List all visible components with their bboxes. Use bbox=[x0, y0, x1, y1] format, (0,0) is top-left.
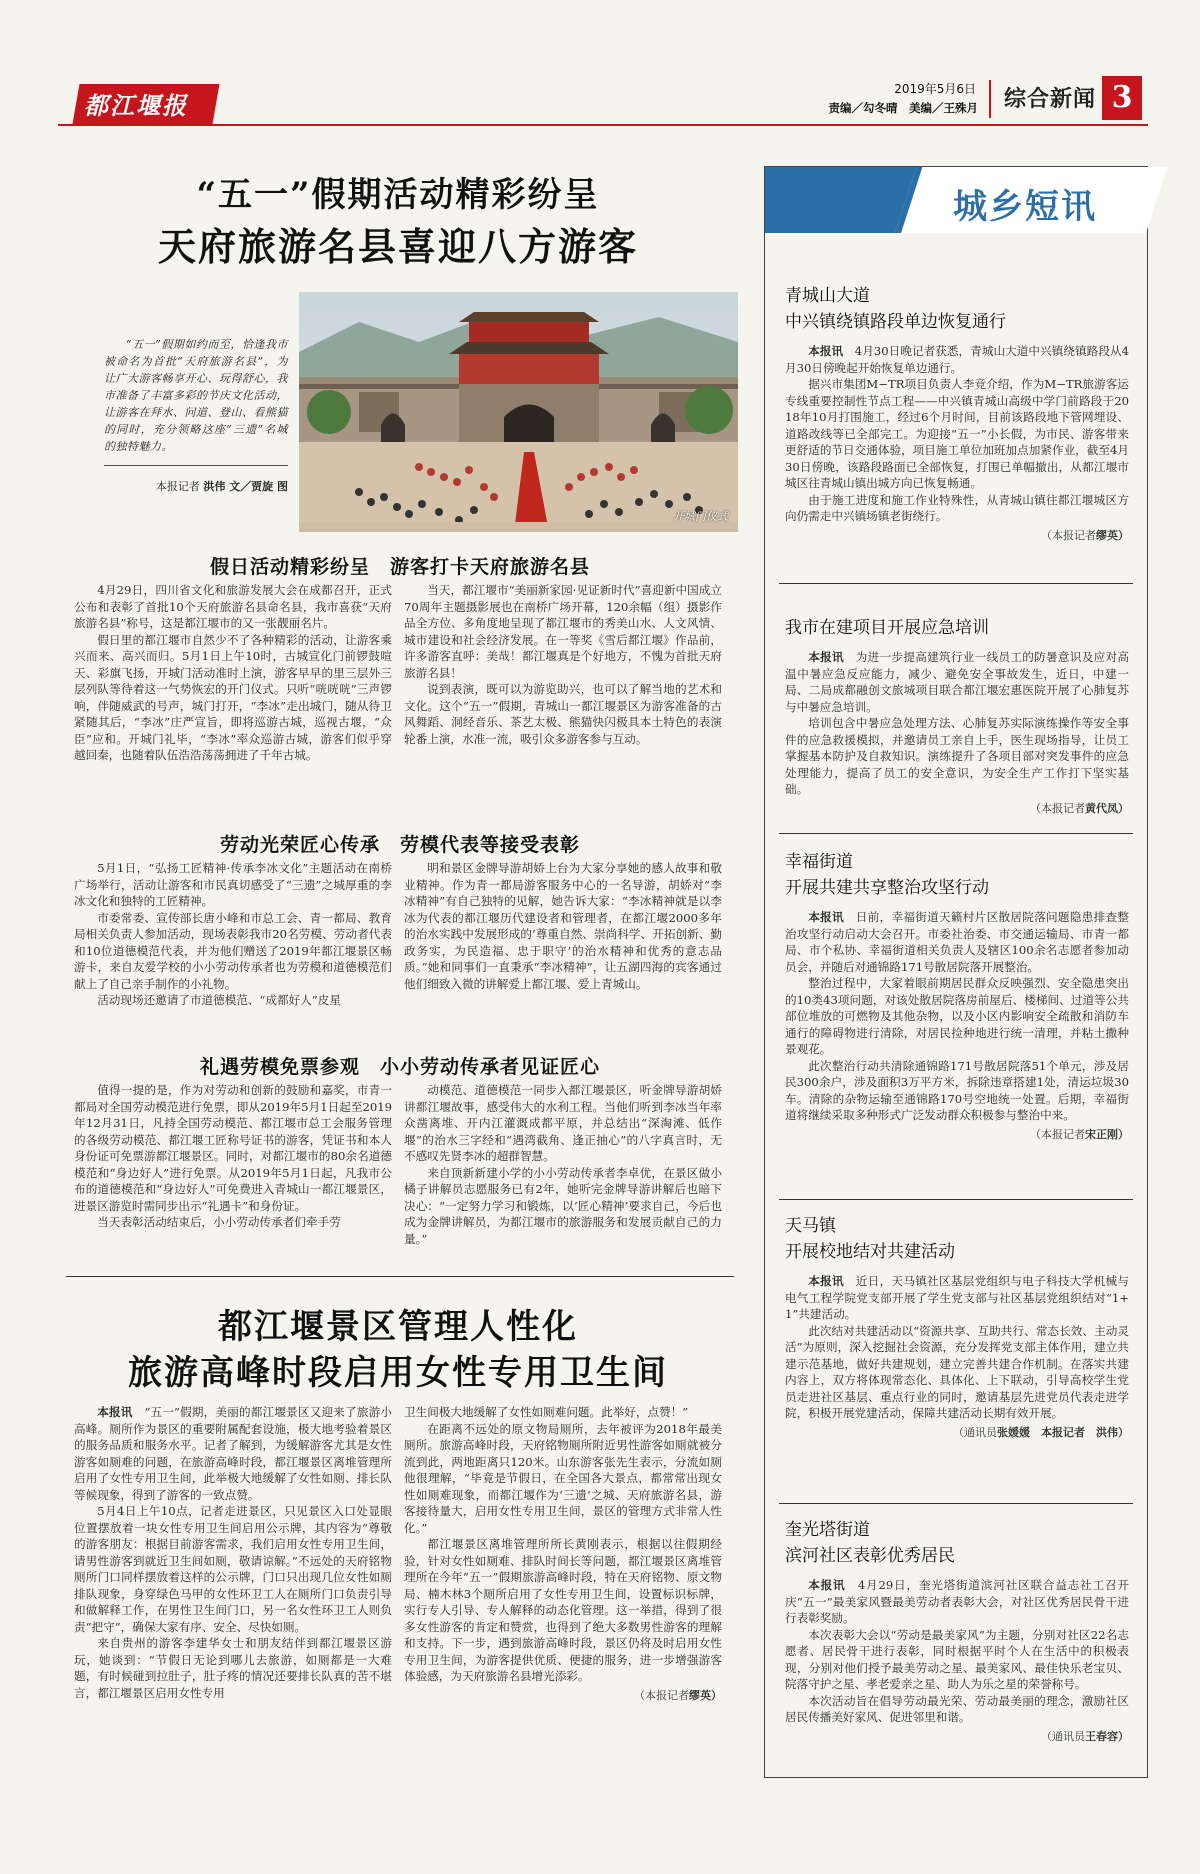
paragraph bbox=[785, 909, 1129, 975]
story-divider bbox=[66, 1276, 734, 1277]
paragraph: 活动现场还邀请了市道德模范、“成都好人”皮星 bbox=[97, 993, 341, 1007]
photo-intro bbox=[104, 336, 288, 494]
paragraph: 都江堰景区离堆管理所所长黄刚表示，根据以往假期经验，针对女性如厕难、排队时间长等问题，都江堰景区离堆管理所在今年“五一”假期旅游高峰时段，特在天府铭物、原文物局、楠木林3个厕所启用了女性专用卫生间，设置标识标牌，实行专人引导、专人解释的动态化管理。这一举措，得到了很多女性游客的肯定和赞赏，也得到了绝大多数男性游客的理解和支持。下一步，遇到旅游高峰时段，景区仍将及时启用女性专用卫生间，为游客提供优质、便捷的服务，进一步增强游客体验感，为天府旅游名县增光添彩。 bbox=[404, 1537, 722, 1683]
brief-title-line2: 开展校地结对共建活动 bbox=[785, 1242, 955, 1262]
paragraph: 5月4日上午10点，记者走进景区，只见景区入口处显眼位置摆放着一块女性专用卫生间启用公示牌，其内容为“尊敬的游客朋友：根据目前游客需求，我们启用女性专用卫生间，请男性游客到就近卫生间如厕，敬请谅解。”不远处的天府铭物厕所门口同样摆放着这样的公示牌，门口只出现几位女性如厕排队现象，身穿绿色马甲的女性环卫工人在厕所门口负责引导和做解释工作，在男性卫生间门口，另一名女性环卫工人则负责“把守”，确保大家有序、安全、尽快如厕。 bbox=[74, 1504, 392, 1634]
section-holiday-left bbox=[74, 582, 392, 764]
paragraph: 值得一提的是，作为对劳动和创新的鼓励和嘉奖，市青一都局对全国劳动模范进行免票，即从2019年5月1日起至2019年12月31日，凡持全国劳动模范、都江堰市总工会服务管理的各级劳动模范、都江堰工匠称号证书的游客，凭证书和本人身份证可免票游都江堰景区。同时，对都江堰市的80余名道德模范和“身边好人”进行免票。从2019年5月1日起，凡我市公布的道德模范和“身边好人”可免费进入青城山一都江堰景区，进景区游览时需同步出示“礼遇卡”和身份证。 bbox=[74, 1083, 392, 1213]
paragraph: 当天表彰活动结束后，小小劳动传承者们牵手劳 bbox=[97, 1215, 341, 1229]
brief-credit bbox=[785, 1424, 1129, 1440]
section-holiday-right bbox=[404, 582, 722, 747]
lead-headline bbox=[58, 170, 738, 274]
credit-label: （本报记者 bbox=[1030, 801, 1085, 815]
masthead bbox=[58, 76, 1148, 126]
second-story-left bbox=[74, 1404, 392, 1701]
paragraph-text: 为进一步提高建筑行业一线员工的防暑意识及应对高温中暑应急反应能力，减少、避免安全事故发生，近日，中建一局、二局成都融创文旅城项目联合都江堰宏惠医院开展了心肺复苏与中暑应急培训。 bbox=[785, 650, 1129, 714]
brief-item bbox=[785, 849, 1129, 1142]
photo-intro-text: “五一”假期如约而至，恰逢我市被命名为首批“天府旅游名县”，为让广大游客畅享开心、玩得舒心，我市准备了丰富多彩的节庆文化活动，让游客在拜水、问道、登山、看熊猫的同时，充分领略这座“三遗”名城的独特魅力。 bbox=[104, 338, 288, 453]
section-heading-free-ticket: 礼遇劳模免票参观 小小劳动传承者见证匠心 bbox=[199, 1056, 600, 1078]
brief-divider bbox=[779, 1503, 1133, 1504]
section-heading-holiday: 假日活动精彩纷呈 游客打卡天府旅游名县 bbox=[209, 556, 590, 578]
paragraph: 此次整治行动共清除通锦路171号散居院落51个单元，涉及居民300余户，涉及面积3万平方米，拆除违章搭建1处，清运垃圾30车。清除的杂物运输至通锦路170号空地统一处置。后期，幸福街道将继续采取多种形式广泛发动群众积极参与整治中来。 bbox=[785, 1058, 1129, 1122]
lead-tag: 本报讯 bbox=[808, 1578, 846, 1592]
lead-tag: 本报讯 bbox=[808, 344, 844, 358]
brief-divider bbox=[779, 583, 1133, 584]
paragraph: 本次活动旨在倡导劳动最光荣、劳动最美丽的理念，激励社区居民传播美好家风、促进邻里和谐。 bbox=[785, 1693, 1129, 1724]
paragraph: 整治过程中，大家着眼前期居民群众反映强烈、安全隐患突出的10类43项问题，对该处散居院落房前屋后、楼梯间、过道等公共部位堆放的可燃物及其他杂物，以及小区内影响安全疏散和消防车通行的障碍物进行清除，对居民捡种地进行统一清理，并粘土撒种景观花。 bbox=[785, 976, 1129, 1056]
paragraph bbox=[785, 1577, 1129, 1627]
brief-credit bbox=[785, 1728, 1129, 1744]
brief-credit bbox=[785, 800, 1129, 816]
section-labor-left bbox=[74, 860, 392, 1009]
paragraph: 来自顶新新建小学的小小劳动传承者李卓优，在景区做小橘子讲解员志愿服务已有2年，她听完金牌导游讲解后也暗下决心：“一定努力学习和锻炼，以‘匠心精神’要求自己，今后也成为金牌讲解员，为都江堰市的旅游服务和发展贡献自己的力量。” bbox=[404, 1165, 722, 1246]
lead-tag: 本报讯 bbox=[808, 650, 844, 664]
paragraph: 4月29日，四川省文化和旅游发展大会在成都召开，正式公布和表彰了首批10个天府旅游名县命名县，我市喜获“天府旅游名县”称号，这是都江堰市的又一张靓丽名片。 bbox=[74, 583, 392, 630]
paragraph: 此次结对共建活动以“资源共享、互助共行、常态长效、主动灵活”为原则，深入挖掘社会资源，充分发挥党支部主体作用，建立共建示范基地，做好共建规划，建立完善共建合作机制。在落实共建内容上，双方将体现常态化、具体化、上下联动，引导高校学生党员走进社区基层、重点行业的同时，邀请基层先进党员代表走进学院，积极开展党建活动，保障共建活动长期有效开展。 bbox=[785, 1323, 1129, 1420]
paragraph: 市委常委、宣传部长唐小峰和市总工会、青一都局、教育局相关负责人参加活动，现场表彰我市20名劳模、劳动者代表和10位道德模范代表，并为他们赠送了2019年都江堰景区畅游卡，来自友爱学校的小小劳动传承者也为劳模和道德模范们献上了自己亲手制作的小礼物。 bbox=[74, 910, 392, 991]
brief-item bbox=[785, 615, 1129, 816]
photo-caption: 开城门仪式 bbox=[673, 510, 728, 523]
section-free-ticket-right bbox=[404, 1082, 722, 1247]
paragraph bbox=[785, 649, 1129, 715]
paragraph: 由于施工进度和施工作业特殊性，从青城山镇往都江堰城区方向仍需走中兴镇场镇老街绕行。 bbox=[785, 492, 1129, 523]
paragraph: 明和景区金牌导游胡娇上台为大家分享她的感人故事和敬业精神。作为青一都局游客服务中心的一名导游，胡娇对“李冰精神”有自己独特的见解，她告诉大家：“李冰精神就是以李冰为代表的都江堰历代建设者和管理者，在都江堰2000多年的治水实践中发展形成的‘尊重自然、崇尚科学、开拓创新、勤政务实，为民造福、忠于职守’的治水精神和优秀的意志品质。”她和同事们一直秉承“李冰精神”，让五湖四海的宾客通过他们细致入微的讲解爱上都江堰、爱上青城山。 bbox=[404, 861, 722, 991]
brief-title bbox=[785, 283, 1129, 335]
lead-tag: 本报讯 bbox=[97, 1405, 145, 1419]
section-free-ticket-left bbox=[74, 1082, 392, 1231]
credit-label: （本报记者 bbox=[1041, 528, 1096, 542]
credit-name: 黄代凤） bbox=[1085, 801, 1129, 815]
credit-name: 张媛媛 本报记者 洪伟） bbox=[997, 1425, 1129, 1439]
second-headline bbox=[58, 1304, 738, 1396]
masthead-section: 综合新闻 bbox=[1003, 87, 1096, 112]
brief-title-line1: 奎光塔街道 bbox=[785, 1520, 870, 1540]
brief-title-line1: 幸福街道 bbox=[785, 852, 853, 872]
brief-title bbox=[785, 1213, 1129, 1265]
city-gate-photo bbox=[299, 292, 738, 532]
photo-intro-rule bbox=[104, 465, 288, 466]
credit-name: 宋正刚） bbox=[1085, 1127, 1129, 1141]
lead-photo bbox=[299, 292, 738, 532]
page-number: 3 bbox=[1111, 80, 1133, 115]
credit-label: （通讯员 bbox=[953, 1425, 997, 1439]
masthead-logo-text: 都江堰报 bbox=[84, 92, 188, 120]
paragraph-text: 4月29日，奎光塔街道滨河社区联合益志社工召开庆“五一”最美家风暨最美劳动者表彰大会，对社区优秀居民骨干进行表彰奖励。 bbox=[785, 1578, 1129, 1625]
section-labor-right bbox=[404, 860, 722, 992]
second-story-credit bbox=[404, 1687, 722, 1703]
paragraph: 5月1日，“弘扬工匠精神·传承李冰文化”主题活动在南桥广场举行，活动让游客和市民真切感受了“三遗”之城厚重的李冰文化和独特的工匠精神。 bbox=[74, 861, 392, 908]
paragraph: 本次表彰大会以“劳动是最美家风”为主题，分别对社区22名志愿者、居民骨干进行表彰，同时根据平时个人在生活中的积极表现，分别对他们授予最美劳动之星、最美家风、最佳快乐老宝贝、院落守护之星、孝老爱亲之星、助人为乐之星的荣誉称号。 bbox=[785, 1627, 1129, 1691]
paragraph: 据兴市集团M−TR项目负责人李竞介绍，作为M−TR旅游客运专线重要控制性节点工程——中兴镇青城山高级中学门前路段于2018年10月打围施工，经过6个月时间，目前该路段地下管网埋设、道路改线等已全部完工。为迎接“五一”小长假，为市民、游客带来更舒适的节日交通体验，项目施工单位加班加点加紧作业，截至4月30日傍晚，该路段路面已全部恢复，打围已单幅撤出，从都江堰市城区往青城山镇出城方向已恢复畅通。 bbox=[785, 377, 1129, 490]
paragraph bbox=[785, 1273, 1129, 1323]
paragraph: 动模范、道德模范一同步入都江堰景区，听金牌导游胡娇讲都江堰故事，感受伟大的水利工程。当他们听到李冰当年率众凿离堆、开内江灌溉成都平原，并总结出“深淘滩、低作堰”的治水三字经和“遇湾截角、逢正抽心”的八字真言时，无不感叹先贤李冰的超群智慧。 bbox=[404, 1083, 722, 1163]
section-heading-labor: 劳动光荣匠心传承 劳模代表等接受表彰 bbox=[219, 834, 580, 856]
briefs-header bbox=[765, 167, 1146, 233]
paragraph bbox=[785, 343, 1129, 376]
lead-tag: 本报讯 bbox=[808, 1274, 844, 1288]
photo-credit-names: 洪伟 文／贾旋 图 bbox=[203, 480, 288, 493]
brief-item bbox=[785, 1213, 1129, 1440]
paragraph bbox=[74, 1404, 392, 1503]
photo-credit bbox=[104, 478, 288, 494]
briefs-header-title: 城乡短讯 bbox=[953, 187, 1097, 227]
credit-label: （本报记者 bbox=[1030, 1127, 1085, 1141]
paragraph-text: “五一”假期，美丽的都江堰景区又迎来了旅游小高峰。厕所作为景区的重要附属配套设施，极大地考验着景区的服务品质和服务水平。记者了解到，为缓解游客尤其是女性游客如厕难的问题，在旅游高峰时段，都江堰景区离堆管理所启用了女性专用卫生间，此举极大地缓解了女性如厕、排长队等候现象，得到了游客的一致点赞。 bbox=[74, 1405, 392, 1502]
masthead-divider bbox=[989, 80, 991, 118]
page-number-badge bbox=[1102, 76, 1142, 120]
paragraph: 说到表演，既可以为游览助兴，也可以了解当地的艺术和文化。这个“五一”假期，青城山一都江堰景区为游客准备的古风舞蹈、洞经音乐、茶艺太极、熊猫快闪极具本土特色的表演轮番上演，水准一流，吸引众多游客参与互动。 bbox=[404, 682, 722, 746]
masthead-rule bbox=[58, 124, 1148, 126]
paragraph-text: 4月30日晚记者获悉，青城山大道中兴镇绕镇路段从4月30日傍晚起开始恢复单边通行。 bbox=[785, 344, 1129, 375]
brief-title bbox=[785, 849, 1129, 901]
credit-name: 缪英） bbox=[1096, 528, 1129, 542]
second-headline-line2: 旅游高峰时段启用女性专用卫生间 bbox=[128, 1353, 668, 1393]
brief-item bbox=[785, 1517, 1129, 1744]
paragraph: 培训包含中暑应急处理方法、心肺复苏实际演练操作等安全事件的应急救援模拟，并邀请员工亲自上手，医生现场指导，让员工掌握基本防护及自救知识。演练提升了各项目部对突发事件的应急处理能力，提高了员工的安全意识，为安全生产工作打下坚实基础。 bbox=[785, 716, 1129, 796]
brief-credit bbox=[785, 527, 1129, 543]
second-story-right bbox=[404, 1404, 722, 1703]
brief-title: 我市在建项目开展应急培训 bbox=[785, 618, 989, 638]
brief-credit bbox=[785, 1126, 1129, 1142]
masthead-date: 2019年5月6日 bbox=[894, 82, 976, 96]
masthead-editors: 责编／勾冬晴 美编／王殊月 bbox=[828, 101, 978, 115]
credit-name: 王春容） bbox=[1085, 1729, 1129, 1743]
paragraph-text: 日前，幸福街道天籁村片区散居院落问题隐患排查整治攻坚行动启动大会召开。市委社治委、市交通运输局、市青一都局、市个私协、幸福街道相关负责人及辖区100余名志愿者参加动员会，并随后对通锦路171号散居院落开展整治。 bbox=[785, 910, 1129, 974]
credit-label: （本报记者 bbox=[634, 1688, 689, 1702]
brief-title bbox=[785, 1517, 1129, 1569]
second-headline-line1: 都江堰景区管理人性化 bbox=[218, 1307, 578, 1347]
brief-item bbox=[785, 283, 1129, 543]
credit-name: 缪英） bbox=[689, 1688, 722, 1702]
brief-title-line1: 天马镇 bbox=[785, 1216, 836, 1236]
brief-divider bbox=[779, 833, 1133, 834]
lead-tag: 本报讯 bbox=[808, 910, 844, 924]
brief-title-line2: 开展共建共享整治攻坚行动 bbox=[785, 878, 989, 898]
credit-label: （通讯员 bbox=[1041, 1729, 1085, 1743]
paragraph: 当天，都江堰市“美丽新家园·见证新时代”喜迎新中国成立70周年主题摄影展也在南桥广场开幕，120余幅（组）摄影作品全方位、多角度地呈现了都江堰市的秀美山水、人文风情、城市建设和社会经济发展。在一等奖《雪后都江堰》作品前，许多游客直呼：美哉！都江堰真是个好地方，不愧为首批天府旅游名县！ bbox=[404, 583, 722, 680]
lead-headline-line2: 天府旅游名县喜迎八方游客 bbox=[157, 224, 638, 269]
brief-title-line2: 滨河社区表彰优秀居民 bbox=[785, 1546, 955, 1566]
brief-divider bbox=[779, 1199, 1133, 1200]
paragraph: 假日里的都江堰市自然少不了各种精彩的活动，让游客乘兴而来、高兴而归。5月1日上午10时，古城宣化门前锣鼓喧天、彩旗飞扬，开城门活动准时上演，游客早早的里三层外三层列队等待着这一气势恢宏的开门仪式。只听“咣咣咣”三声锣响，伴随威武的号声，城门打开，“李冰”走出城门，随从待卫紧随其后，“李冰”庄严宣旨，即将巡游古城，巡视古堰，“众臣”应和。开城门礼毕，“李冰”率众巡游古城，游客们似乎穿越回秦，也随着队伍浩浩荡荡拥进了千年古城。 bbox=[74, 632, 392, 762]
lead-headline-line1: “五一”假期活动精彩纷呈 bbox=[196, 175, 600, 215]
brief-title-line2: 中兴镇绕镇路段单边恢复通行 bbox=[785, 312, 1006, 332]
paragraph: 在距离不远处的原文物局厕所，去年被评为2018年最美厕所。旅游高峰时段，天府铭物厕所附近男性游客如厕就被分流到此，两地距离只120米。山东游客张先生表示，分流如厕他很理解，“毕竟是节假日，在全国各大景点，都常常出现女性如厕难现象，而都江堰作为‘三遗’之城、天府旅游名县，游客接待量大，启用女性专用卫生间，景区的管理方式非常人性化。” bbox=[404, 1421, 722, 1535]
briefs-column bbox=[764, 166, 1148, 1778]
photo-credit-label: 本报记者 bbox=[155, 480, 200, 493]
paragraph: 卫生间极大地缓解了女性如厕难问题。此举好，点赞！” bbox=[404, 1405, 689, 1419]
paragraph-text: 近日，天马镇社区基层党组织与电子科技大学机械与电气工程学院党支部开展了学生党支部与社区基层党组织结对“1+1”共建活动。 bbox=[785, 1274, 1129, 1321]
brief-title-line1: 青城山大道 bbox=[785, 286, 870, 306]
paragraph: 来自贵州的游客李建华女士和朋友结伴到都江堰景区游玩，她谈到：“节假日无论到哪儿去旅游，如厕都是一大难题，有时候碰到拉肚子，肚子疼的情况还要排长队真的苦不堪言，都江堰景区启用女性专用 bbox=[74, 1636, 392, 1700]
